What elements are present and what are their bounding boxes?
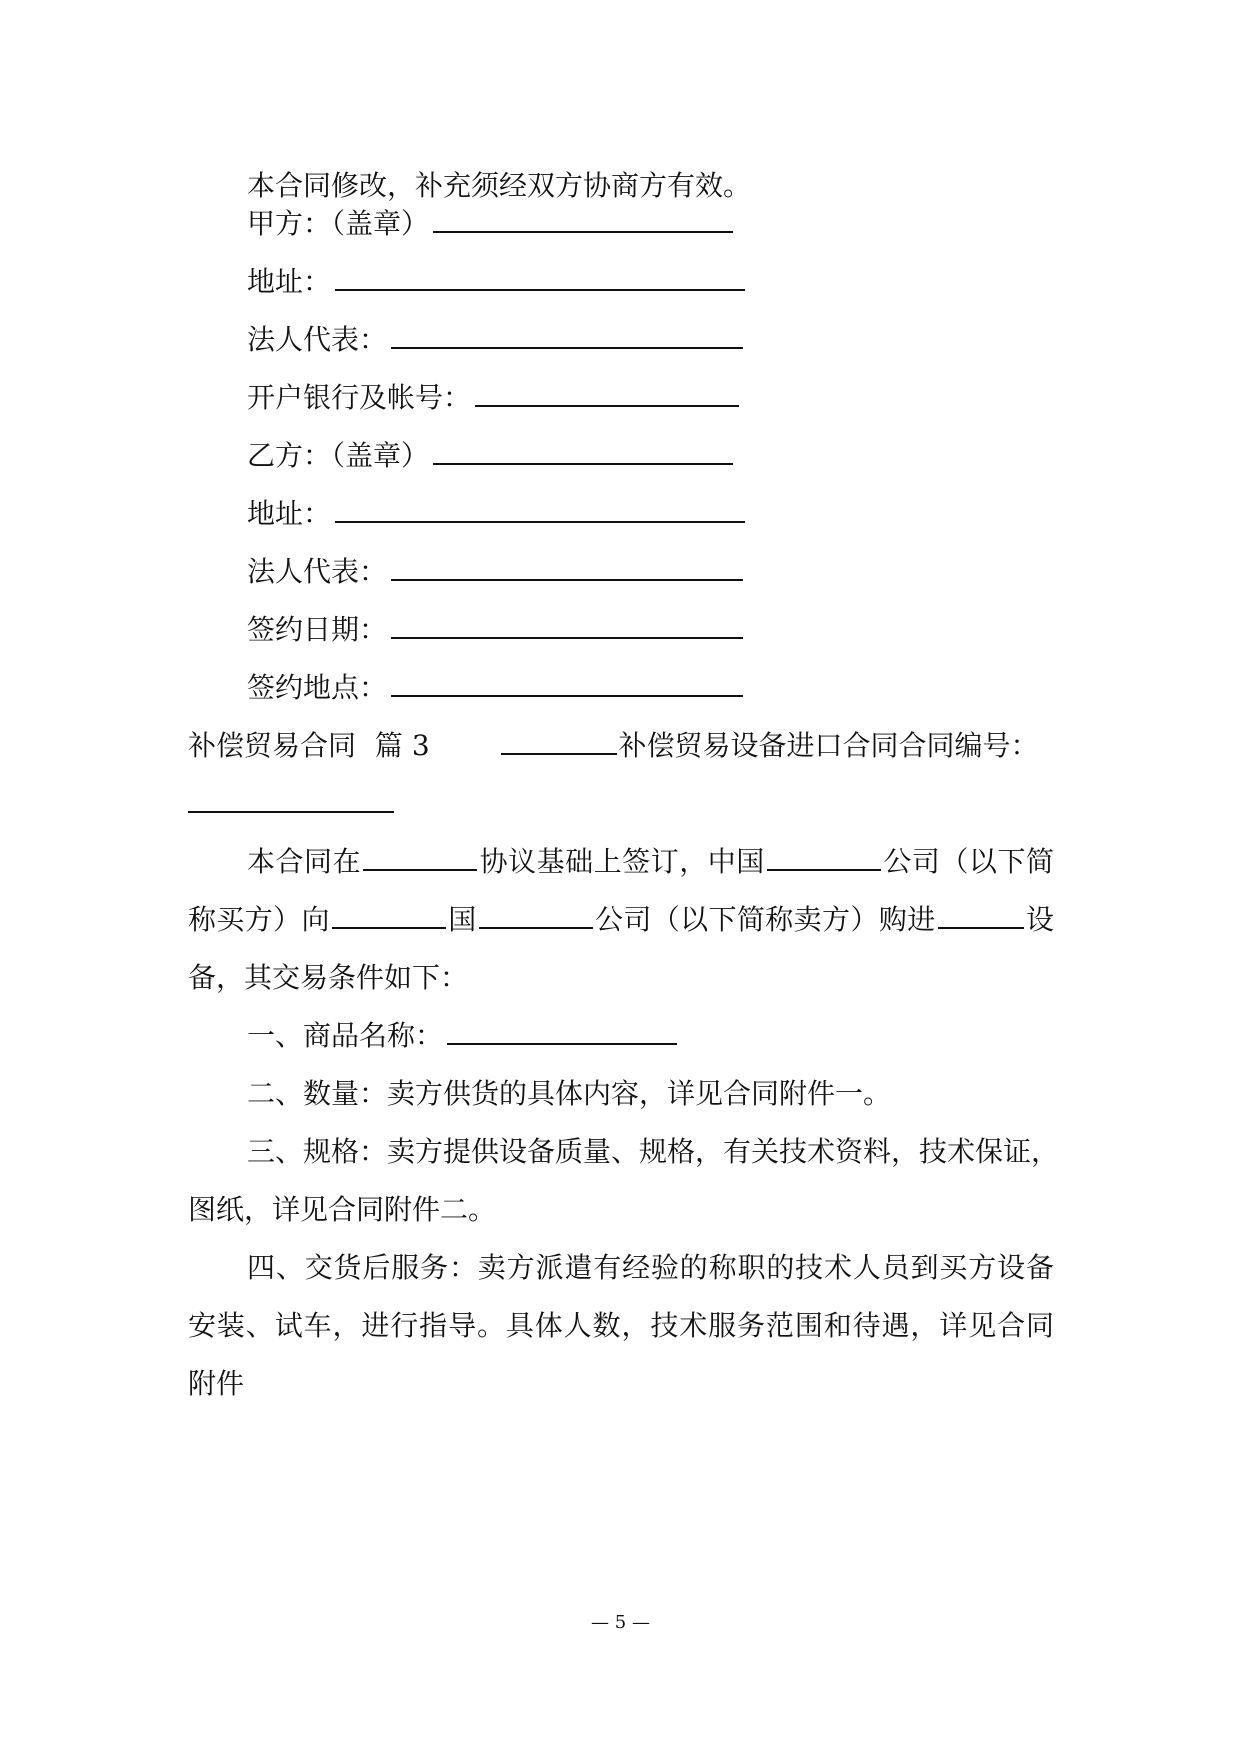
section-heading: 补偿贸易合同 xyxy=(188,729,357,762)
bank-account-blank[interactable] xyxy=(475,379,739,407)
page-number: — 5 — xyxy=(591,1612,650,1633)
contract-prefix-blank[interactable] xyxy=(501,727,617,755)
line-amendment: 本合同修改，补充须经双方协商方有效。 xyxy=(247,169,752,202)
equipment-blank[interactable] xyxy=(938,901,1024,929)
product-name-blank[interactable] xyxy=(447,1017,677,1045)
legal-rep-b-line: 法人代表： xyxy=(247,552,743,592)
contract-number-blank[interactable] xyxy=(188,785,394,813)
intro-line-2: 称买方）向 国 公司（以下简称卖方）购进 设 xyxy=(188,903,1054,936)
address-b-line: 地址： xyxy=(247,494,745,534)
clause-service-line-3: 附件 xyxy=(188,1367,245,1400)
address-a-blank[interactable] xyxy=(335,263,745,291)
legal-rep-b-blank[interactable] xyxy=(391,553,743,581)
party-b-line: 乙方：（盖章） xyxy=(247,436,733,476)
sign-date-line: 签约日期： xyxy=(247,610,743,650)
agreement-blank[interactable] xyxy=(363,843,477,871)
contract-number-line xyxy=(188,784,394,824)
clause-quantity: 二、数量：卖方供货的具体内容，详见合同附件一。 xyxy=(247,1077,892,1110)
clause-spec-line-2: 图纸，详见合同附件二。 xyxy=(188,1193,497,1226)
party-b-blank[interactable] xyxy=(433,437,733,465)
clause-service-line-1: 四、交货后服务：卖方派遣有经验的称职的技术人员到买方设备 xyxy=(247,1251,1054,1284)
party-a-line: 甲方：（盖章） xyxy=(247,204,733,244)
section-part: 篇 3 xyxy=(374,729,430,762)
sign-date-blank[interactable] xyxy=(391,611,743,639)
intro-line-1: 本合同在 协议基础上签订，中国 公司（以下简 xyxy=(247,845,1054,878)
country-blank[interactable] xyxy=(332,901,446,929)
clause-service-line-2: 安装、试车，进行指导。具体人数，技术服务范围和待遇，详见合同 xyxy=(188,1309,1054,1342)
bank-account-line: 开户银行及帐号： xyxy=(247,378,739,418)
party-a-blank[interactable] xyxy=(433,205,733,233)
legal-rep-a-blank[interactable] xyxy=(391,321,743,349)
buyer-company-blank[interactable] xyxy=(767,843,881,871)
contract-title: 补偿贸易设备进口合同合同编号： xyxy=(618,729,1039,762)
address-a-line: 地址： xyxy=(247,262,745,302)
clause-product-name: 一、商品名称： xyxy=(247,1016,677,1056)
sign-place-blank[interactable] xyxy=(391,669,743,697)
clause-spec-line-1: 三、规格：卖方提供设备质量、规格，有关技术资料，技术保证， xyxy=(247,1135,1060,1168)
section-heading-line xyxy=(188,726,1039,766)
seller-company-blank[interactable] xyxy=(479,901,593,929)
legal-rep-a-line: 法人代表： xyxy=(247,320,743,360)
sign-place-line: 签约地点： xyxy=(247,668,743,708)
address-b-blank[interactable] xyxy=(335,495,745,523)
intro-line-3: 备，其交易条件如下： xyxy=(188,961,469,994)
